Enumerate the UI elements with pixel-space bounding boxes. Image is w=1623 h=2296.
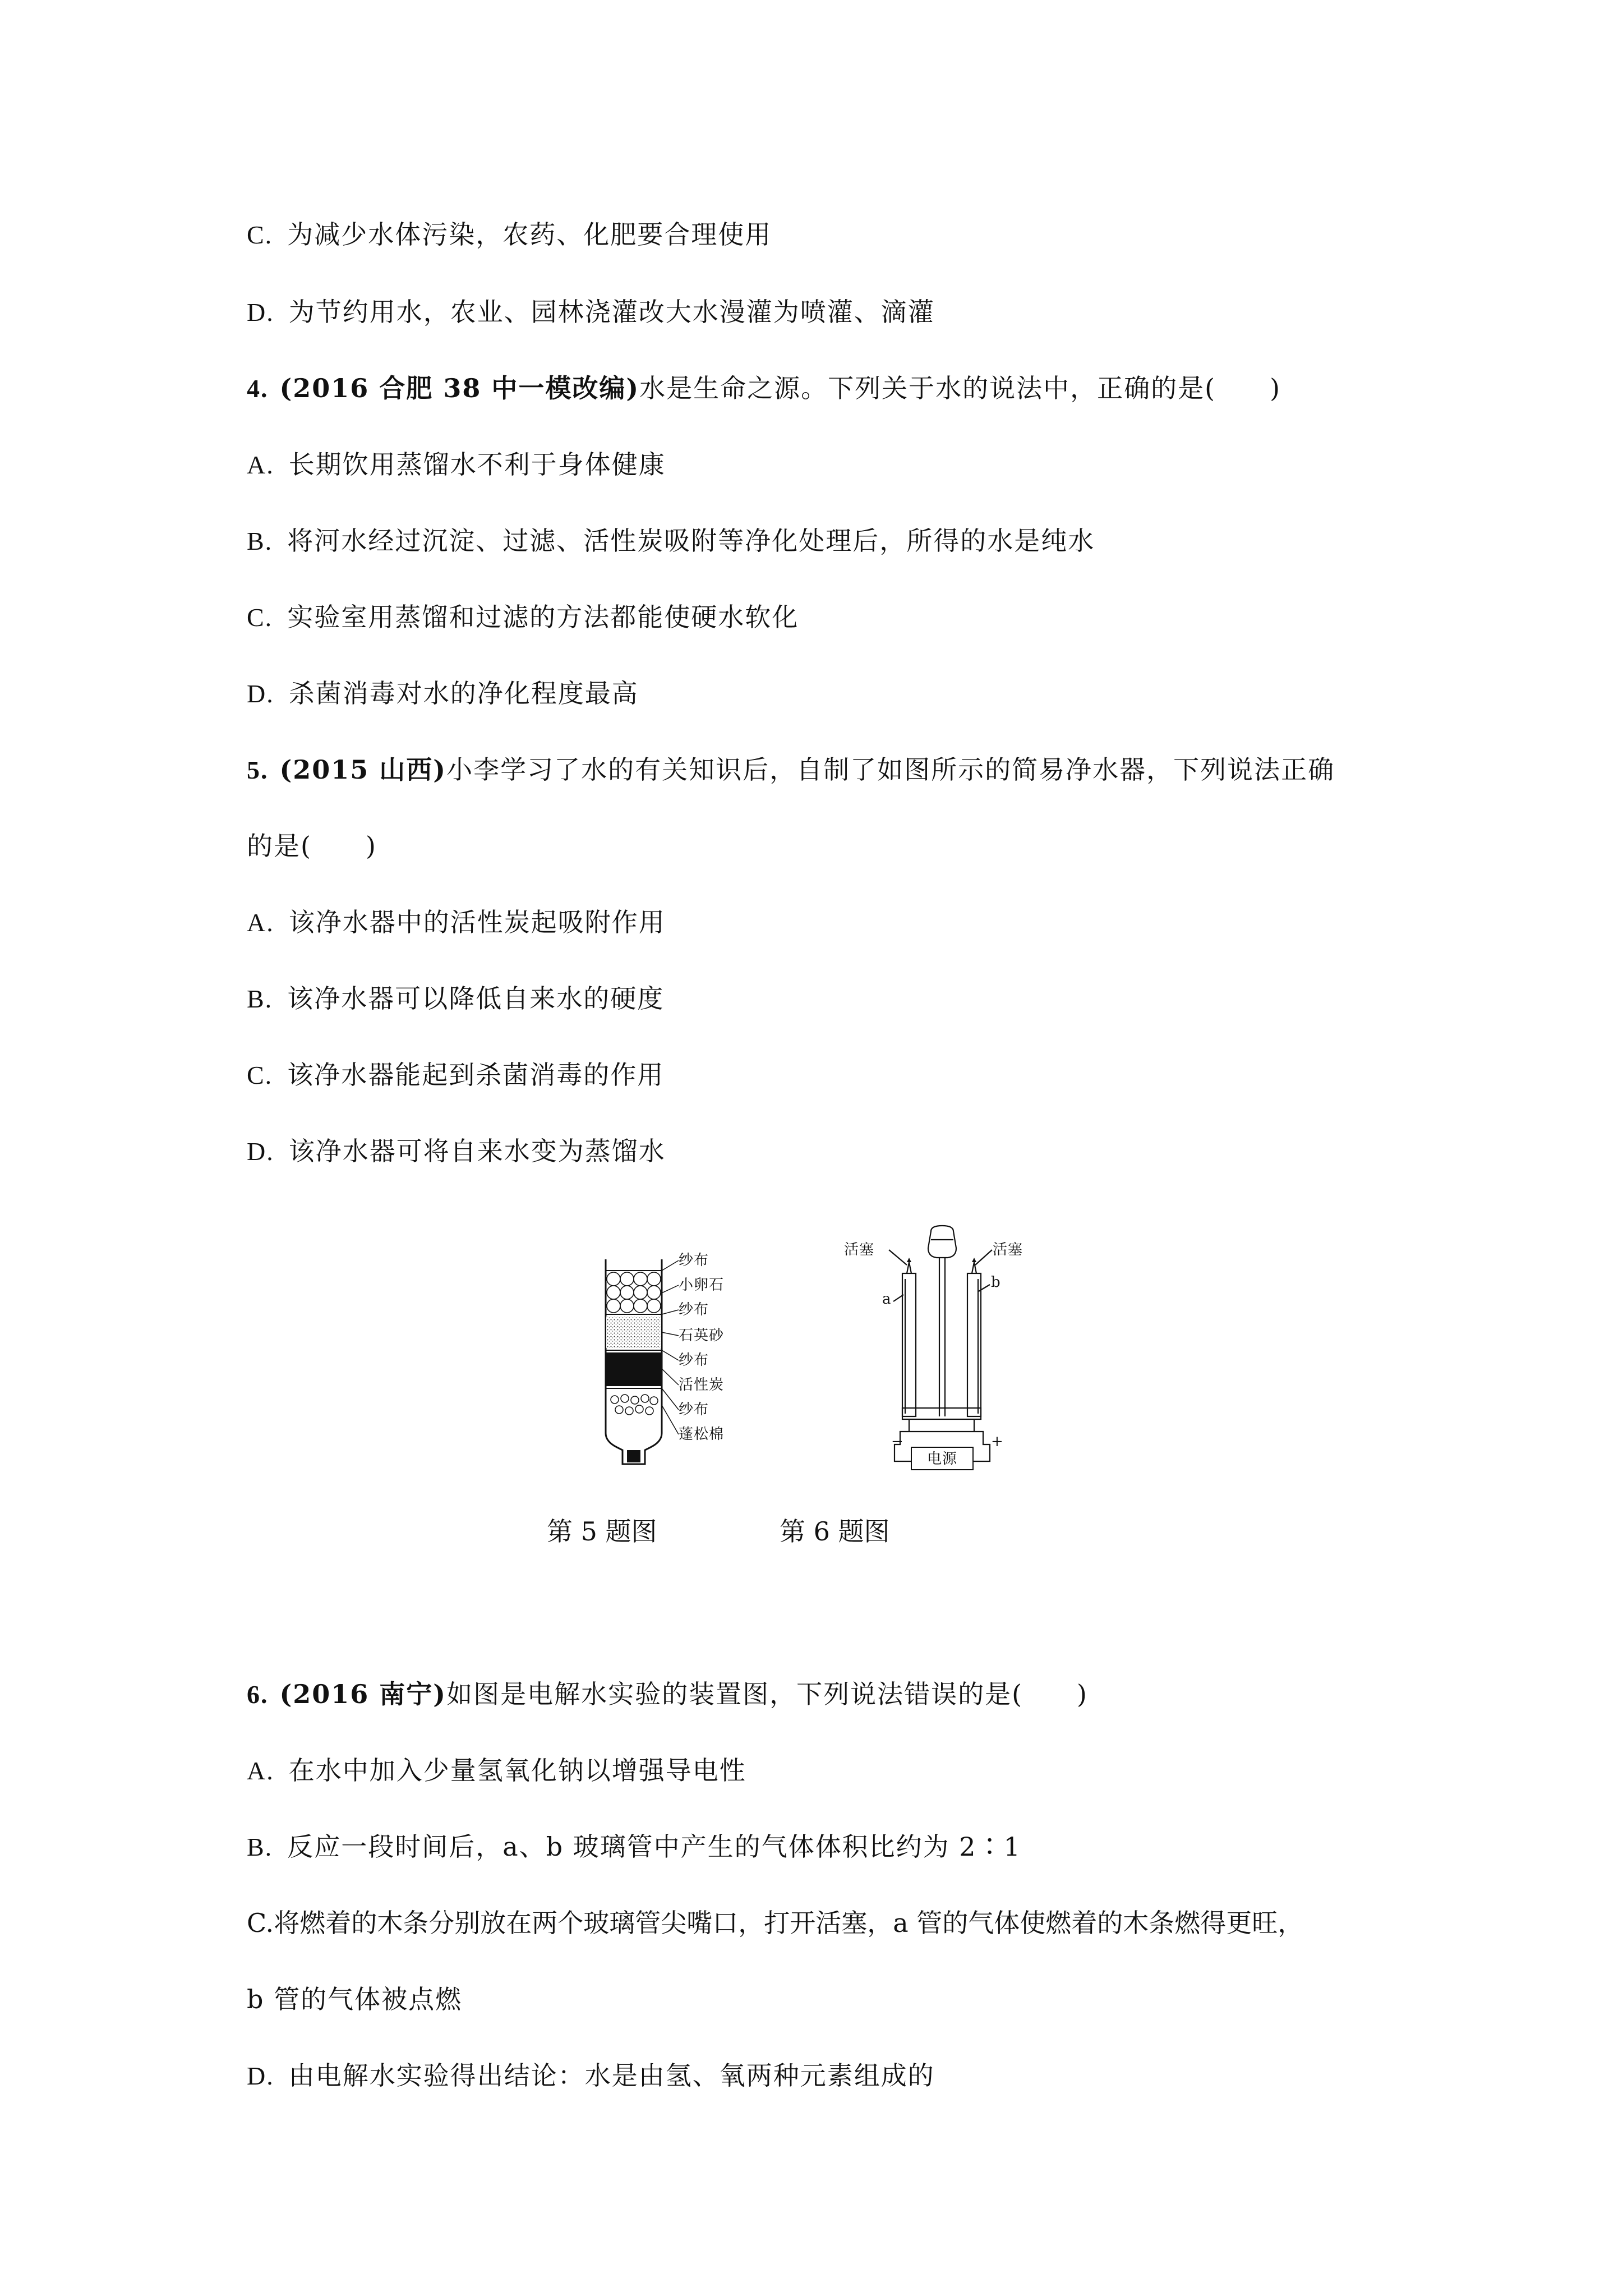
option-text: 该净水器能起到杀菌消毒的作用	[287, 1060, 665, 1090]
question-5-stem	[247, 753, 1335, 787]
question-text: 水是生命之源。下列关于水的说法中，正确的是( )	[639, 373, 1281, 403]
question-6-option-d	[247, 2059, 935, 2093]
option-letter: D.	[247, 1137, 274, 1166]
option-text: 长期饮用蒸馏水不利于身体健康	[288, 449, 666, 480]
option-letter: B.	[247, 984, 273, 1013]
question-4-stem	[247, 371, 1281, 406]
option-letter: A.	[247, 1756, 274, 1785]
question-5-option-a	[247, 905, 666, 940]
question-5-option-c	[247, 1058, 664, 1092]
question-5-stem-cont	[247, 829, 377, 863]
left-valve-label: 活塞	[844, 1241, 875, 1258]
option-letter: C.	[247, 1908, 274, 1938]
option-d-prev	[247, 295, 935, 329]
water-filter-figure	[600, 1248, 785, 1473]
option-letter: D.	[247, 2062, 274, 2090]
filter-label-gauze-2: 纱布	[679, 1301, 709, 1318]
tube-a-label: a	[882, 1291, 892, 1308]
option-text: 在水中加入少量氢氧化钠以增强导电性	[288, 1755, 746, 1786]
question-source: (2015 山西)	[279, 754, 447, 785]
filter-label-cotton: 蓬松棉	[679, 1426, 725, 1443]
question-6-option-c	[247, 1906, 1303, 1940]
option-letter: C.	[247, 1061, 273, 1089]
option-letter: C.	[247, 603, 273, 632]
question-4-option-a	[247, 448, 666, 482]
option-text: 为减少水体污染，农药、化肥要合理使用	[287, 219, 772, 250]
power-supply-label: 电源	[927, 1451, 958, 1467]
plus-terminal-label: +	[991, 1433, 1004, 1450]
question-text: 如图是电解水实验的装置图，下列说法错误的是( )	[446, 1679, 1088, 1709]
right-valve-label: 活塞	[993, 1241, 1023, 1258]
question-number: 5.	[247, 756, 269, 784]
question-6-option-a	[247, 1754, 746, 1788]
option-letter: D.	[247, 298, 274, 326]
option-text: 该净水器中的活性炭起吸附作用	[288, 907, 666, 937]
question-5-option-d	[247, 1134, 666, 1168]
option-text: 杀菌消毒对水的净化程度最高	[288, 678, 639, 708]
minus-terminal-label: −	[891, 1433, 904, 1450]
question-6-stem	[247, 1677, 1088, 1711]
figure-5-caption: 第 5 题图	[547, 1516, 657, 1547]
figure-6-caption: 第 6 题图	[780, 1516, 890, 1547]
option-text: 反应一段时间后，a、b 玻璃管中产生的气体体积比约为 2∶1	[287, 1832, 1021, 1862]
option-text: 该净水器可以降低自来水的硬度	[287, 983, 665, 1014]
question-6-option-b	[247, 1830, 1021, 1864]
option-text: b 管的气体被点燃	[247, 1984, 463, 2014]
question-text: 小李学习了水的有关知识后，自制了如图所示的简易净水器，下列说法正确	[446, 754, 1335, 785]
filter-label-quartz-sand: 石英砂	[679, 1327, 725, 1344]
electrolysis-figure	[844, 1223, 1052, 1475]
question-number: 4.	[247, 374, 269, 403]
option-text: 实验室用蒸馏和过滤的方法都能使硬水软化	[287, 602, 799, 632]
option-c-prev	[247, 218, 772, 252]
option-letter: C.	[247, 220, 273, 249]
question-source: (2016 合肥 38 中一模改编)	[279, 373, 640, 403]
filter-label-gauze-1: 纱布	[679, 1252, 709, 1269]
question-source: (2016 南宁)	[279, 1679, 447, 1709]
question-4-option-d	[247, 677, 639, 711]
option-text: 将河水经过沉淀、过滤、活性炭吸附等净化处理后，所得的水是纯水	[287, 526, 1095, 556]
filter-label-gauze-3: 纱布	[679, 1352, 709, 1369]
option-letter: A.	[247, 450, 274, 479]
filter-label-gauze-4: 纱布	[679, 1401, 709, 1418]
option-text: 为节约用水，农业、园林浇灌改大水漫灌为喷灌、滴灌	[288, 297, 935, 327]
question-5-option-b	[247, 982, 664, 1016]
question-4-option-c	[247, 600, 799, 634]
option-letter: B.	[247, 527, 273, 555]
option-text: 将燃着的木条分别放在两个玻璃管尖嘴口，打开活塞，a 管的气体使燃着的木条燃得更旺，	[274, 1908, 1304, 1938]
question-number: 6.	[247, 1680, 269, 1709]
question-6-option-c-cont	[247, 1982, 462, 2016]
option-letter: D.	[247, 679, 274, 708]
option-letter: A.	[247, 908, 274, 937]
option-text: 由电解水实验得出结论：水是由氢、氧两种元素组成的	[288, 2060, 935, 2091]
filter-label-activated-carbon: 活性炭	[679, 1377, 725, 1393]
filter-label-pebbles: 小卵石	[679, 1277, 725, 1294]
tube-b-label: b	[991, 1274, 1001, 1291]
question-4-option-b	[247, 524, 1095, 558]
electrolysis-diagram	[844, 1223, 1052, 1475]
water-filter-diagram	[600, 1248, 667, 1473]
option-text: 该净水器可将自来水变为蒸馏水	[288, 1136, 666, 1166]
option-letter: B.	[247, 1833, 273, 1861]
question-text: 的是( )	[247, 831, 377, 861]
